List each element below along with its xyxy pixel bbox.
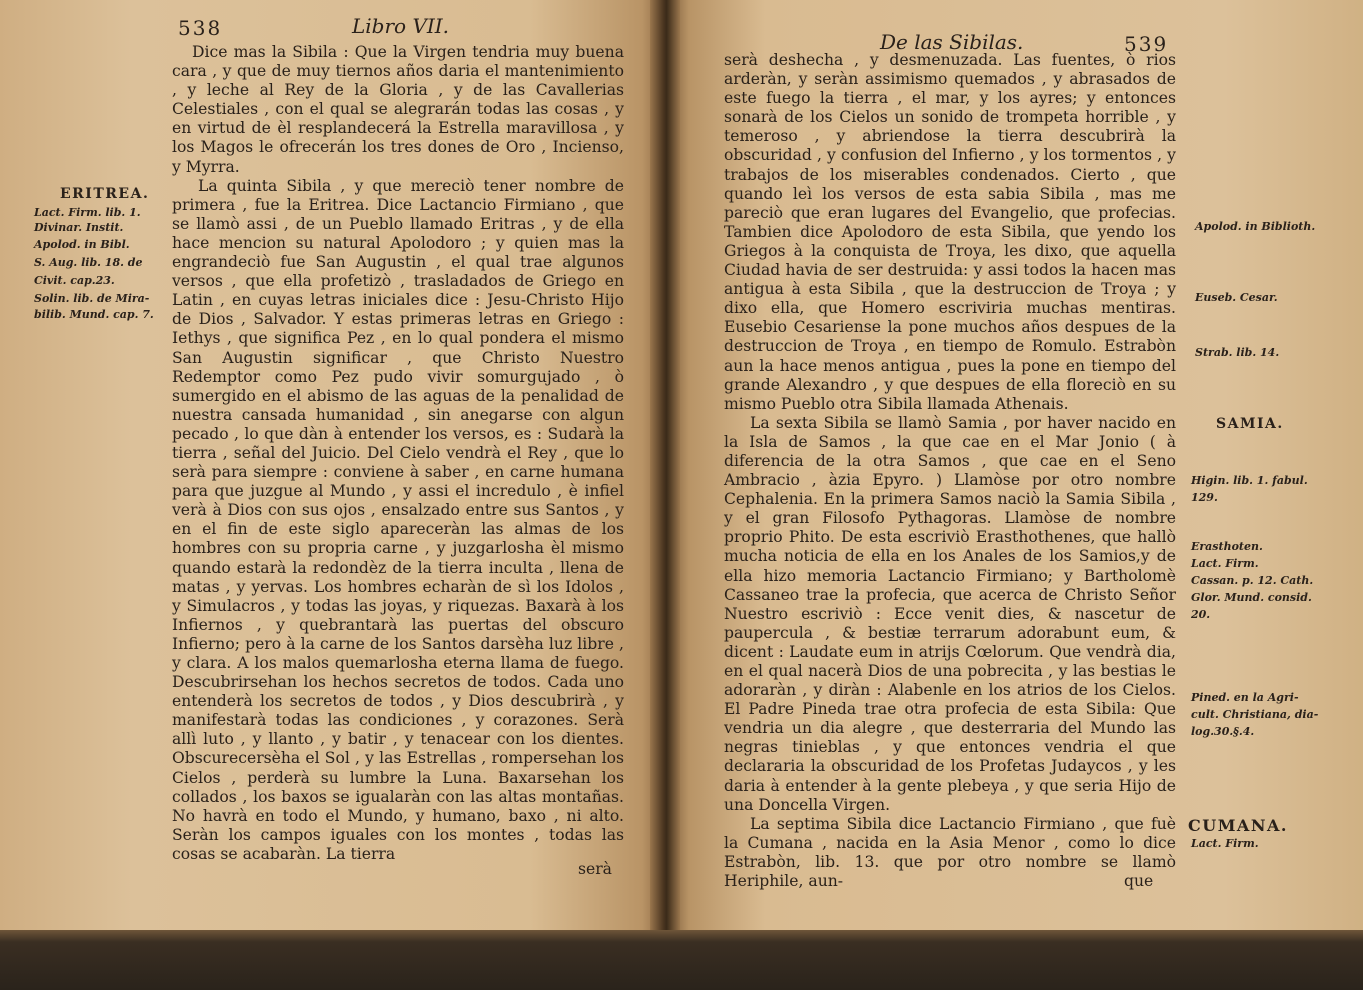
left-margin-note-6: Solin. lib. de Mira-: [34, 292, 150, 305]
left-running-head: Libro VII.: [352, 14, 450, 38]
right-body-text: [724, 51, 1176, 891]
left-body-text: [172, 43, 624, 864]
left-page: [0, 0, 662, 935]
right-paragraph-3: La septima Sibila dice Lactancio Firmiano , que fuè la Cumana , nacida en la Asia Menor , como lo dice Estrabòn, lib. 13. que por otro nombre se llamò Heriphile, aun-: [724, 814, 1176, 891]
right-margin-note-log: log.30.§.4.: [1191, 725, 1255, 738]
right-margin-note-euseb: Euseb. Cesar.: [1195, 291, 1278, 304]
right-margin-note-lact-2: Lact. Firm.: [1191, 837, 1259, 850]
left-page-number: 538: [178, 16, 223, 40]
right-margin-note-strab: Strab. lib. 14.: [1195, 346, 1280, 359]
right-paragraph-2: La sexta Sibila se llamò Samia , por haver nacido en la Isla de Samos , la que cae en el Mar Jonio ( à diferencia de la otra Samos , que cae en el Seno Ambracio , àzia Epyro. ) Llamòse por otro nombre Cephalenia. En la primera Samos naciò la Samia Sibila , y el gran Filosofo Pythagoras. Llamòse de nombre proprio Phito. De esta escriviò Erasthothenes, que hallò mucha noticia de ella en los Anales de los Samios,y de ella hizo memoria Lactancio Firmiano; y Bartholomè Cassaneo trae la profecia, que acerca de Christo Señor Nuestro escriviò : Ecce venit dies, & nascetur de paupercula , & bestiæ terrarum adorabunt eum, & dicent : Laudate eum in atrijs Cœlorum. Que vendrà dia, en el qual nacerà Dios de una pobrecita , y las bestias le adoraràn , y diràn : Alabenle en los atrios de los Cielos. El Padre Pineda trae otra profecia de esta Sibila: Que vendria un dia alegre , que desterraria del Mundo las negras tinieblas , y que entonces vendria el que declararia la obscuridad de los Profetas Judaycos , y les daria à entender à la gente plebeya , y que seria Hijo de una Doncella Virgen.: [724, 413, 1176, 814]
right-paragraph-1: serà deshecha , y desmenuzada. Las fuentes, ò rios arderàn, y seràn assimismo quemados , y abrasados de este fuego la tierra , el mar, y los ayres; y entonces sonarà de los Cielos un sonido de trompeta horrible , y temeroso , y abriendose la tierra descubrirà la obscuridad , y confusion del Infierno , y los tormentos , y trabajos de los miserables condenados. Cierto , que quando leì los versos de esta sabia Sibila , mas me pareciò que eran lugares del Evangelio, que profecias. Tambien dice Apolodoro de esta Sibila, que yendo los Griegos à la conquista de Troya, les dixo, que aquella Ciudad havia de ser destruida: y assi todos la hacen mas antigua à esta Sibila , que la destruccion de Troya ; y dixo ella, que Homero escriviria muchas mentiras. Eusebio Cesariense la pone muchos años despues de la destruccion de Troya , en tiempo de Romulo. Estrabòn aun la hace menos antigua , pues la pone en tiempo del grande Alexandro , y que despues de ella floreciò en su mismo Pueblo otra Sibila llamada Athenais.: [724, 51, 1176, 413]
left-margin-note-2: Divinar. Instit.: [34, 221, 124, 234]
left-margin-note-7: bilib. Mund. cap. 7.: [34, 308, 154, 321]
margin-heading-cumana: CUMANA.: [1188, 816, 1288, 835]
right-margin-note-glor: Glor. Mund. consid.: [1191, 591, 1312, 604]
right-margin-note-apolod: Apolod. in Biblioth.: [1195, 220, 1316, 233]
left-margin-note-3: Apolod. in Bibl.: [34, 238, 130, 251]
left-catchword: serà: [578, 860, 612, 878]
left-margin-note-1: Lact. Firm. lib. 1.: [34, 206, 141, 219]
book-bottom-edge: [0, 930, 1363, 990]
book-gutter: [650, 0, 680, 945]
right-margin-note-cult: cult. Christiana, dia-: [1191, 708, 1319, 721]
left-margin-note-5: Civit. cap.23.: [34, 274, 115, 287]
right-margin-note-higin: Higin. lib. 1. fabul.: [1191, 474, 1308, 487]
right-page: [668, 0, 1363, 935]
right-margin-note-pined: Pined. en la Agri-: [1191, 691, 1299, 704]
right-margin-note-consid-num: 20.: [1191, 608, 1211, 621]
right-margin-note-erasthoten: Erasthoten.: [1191, 540, 1263, 553]
right-margin-note-higin-num: 129.: [1191, 491, 1218, 504]
margin-heading-samia: SAMIA.: [1216, 416, 1284, 432]
right-margin-note-cassan: Cassan. p. 12. Cath.: [1191, 574, 1314, 587]
right-running-head: De las Sibilas.: [880, 30, 1024, 54]
right-margin-note-lact: Lact. Firm.: [1191, 557, 1259, 570]
right-page-number: 539: [1124, 32, 1169, 56]
margin-heading-eritrea: ERITREA.: [60, 186, 150, 202]
left-paragraph-2: La quinta Sibila , y que mereciò tener nombre de primera , fue la Eritrea. Dice Lactancio Firmiano , que se llamò assi , de un Pueblo llamado Eritras , y de ella hace mencion su natural Apolodoro ; y quien mas la engrandeciò fue San Augustin , el qual trae algunos versos , que ella profetizò , trasladados de Griego en Latin , en cuyas letras iniciales dice : Jesu-Christo Hijo de Dios , Salvador. Y estas primeras letras en Griego : Iethys , que significa Pez , en lo qual pondera el mismo San Augustin significar , que Christo Nuestro Redemptor como Pez pudo vivir somurgujado , ò sumergido en el abismo de las aguas de la penalidad de nuestra cansada humanidad , sin anegarse con algun pecado , lo que dàn à entender los versos, es : Sudarà la tierra , señal del Juicio. Del Cielo vendrà el Rey , que lo serà para siempre : conviene à saber , en carne humana para que juzgue al Mundo , y assi el incredulo , è infiel verà à Dios con sus ojos , ensalzado entre sus Santos , y en el fin de este siglo apareceràn las almas de los hombres con su propria carne , y juzgarlosha èl mismo quando estarà la redondèz de la tierra inculta , llena de matas , y yervas. Los hombres echaràn de sì los Idolos , y Simulacros , y todas las joyas, y riquezas. Baxarà à los Infiernos , y quebrantarà las puertas del obscuro Infierno; pero à la carne de los Santos darsèha luz libre , y clara. A los malos quemarlosha eterna llama de fuego. Descubrirsehan los hechos secretos de todos. Cada uno entenderà los secretos de todos , y Dios descubrirà , y manifestarà todas las condiciones , y corazones. Serà allì luto , y llanto , y batir , y tenacear con los dientes. Obscurecersèha el Sol , y las Estrellas , rompersehan los Cielos , perderà su lumbre la Luna. Baxarsehan los collados , los baxos se igualaràn con las altas montañas. No havrà en todo el Mundo, y humano, baxo , ni alto. Seràn los campos iguales con los montes , todas las cosas se acabaràn. La tierra: [172, 176, 624, 863]
left-margin-note-4: S. Aug. lib. 18. de: [34, 256, 143, 269]
left-paragraph-1: Dice mas la Sibila : Que la Virgen tendria muy buena cara , y que de muy tiernos años daria el mantenimiento , y leche al Rey de la Gloria , y de las Cavallerias Celestiales , con el qual se alegrarán todas las cosas , y en virtud de èl resplandecerá la Estrella maravillosa , y los Magos le ofrecerán los tres dones de Oro , Incienso, y Myrra.: [172, 43, 624, 176]
right-catchword: que: [1124, 872, 1154, 890]
